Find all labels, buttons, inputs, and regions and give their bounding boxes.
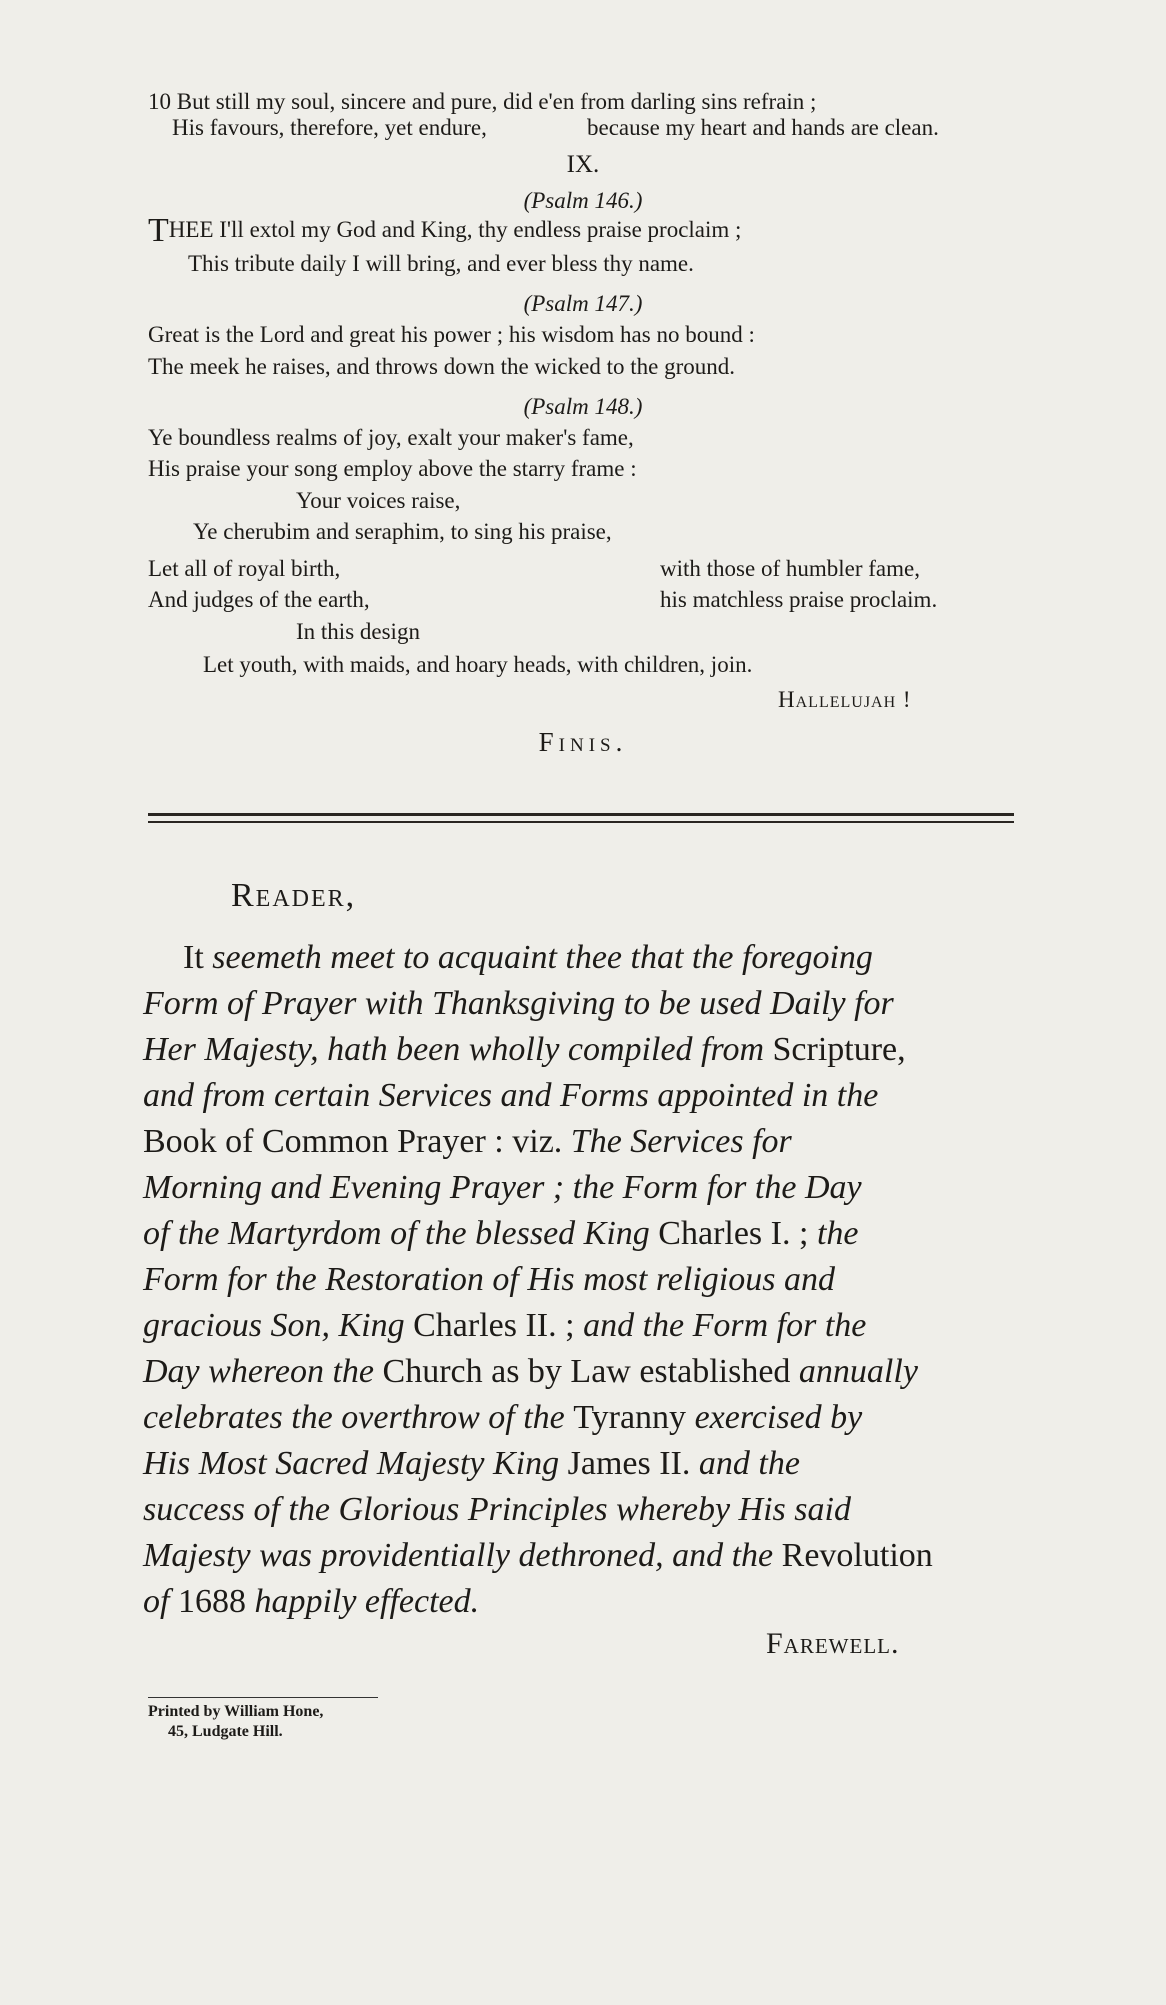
italic-run: of <box>143 1583 178 1620</box>
imprint-line-1: Printed by William Hone, <box>148 1703 324 1720</box>
reader-line <box>143 1257 1023 1303</box>
italic-run: and the Form for the <box>583 1307 867 1344</box>
psalm-148-line-1: Ye boundless realms of joy, exalt your maker's fame, <box>148 425 634 450</box>
reader-line <box>143 1533 1023 1579</box>
italic-run: exercised by <box>694 1399 863 1436</box>
psalm-148-line-5b: with those of humbler fame, <box>660 556 920 581</box>
verse-10-line-2a: His favours, therefore, yet endure, <box>172 115 487 140</box>
italic-run: of the Martyrdom of the blessed King <box>143 1215 659 1252</box>
reader-line <box>143 1441 1023 1487</box>
reader-line <box>143 981 1023 1027</box>
psalm-148-line-2: His praise your song employ above the starry frame : <box>148 456 637 481</box>
reader-line <box>143 1073 1023 1119</box>
italic-run: success of the Glorious Principles whereby His said <box>143 1491 851 1528</box>
psalm-147-heading: (Psalm 147.) <box>523 291 643 316</box>
roman-run: Charles II. ; <box>413 1307 584 1344</box>
psalm-146-line-1-text: HEE I'll extol my God and King, thy endless praise proclaim ; <box>168 217 742 242</box>
reader-salutation: Reader, <box>231 877 357 914</box>
italic-run: Majesty was providentially dethroned, and the <box>143 1537 782 1574</box>
psalm-148-line-3: Your voices raise, <box>296 488 461 513</box>
italic-run: gracious Son, King <box>143 1307 414 1344</box>
psalm-146-line-1 <box>148 212 742 249</box>
psalm-148-line-5a: Let all of royal birth, <box>148 556 341 581</box>
psalm-148-heading: (Psalm 148.) <box>523 394 643 419</box>
imprint-rule <box>148 1697 378 1698</box>
roman-run: Scripture, <box>772 1031 906 1068</box>
reader-line <box>143 1487 1023 1533</box>
imprint-line-2: 45, Ludgate Hill. <box>168 1723 283 1740</box>
divider-rule-bottom <box>148 821 1014 823</box>
italic-run: celebrates the overthrow of the <box>143 1399 574 1436</box>
psalm-147-line-2: The meek he raises, and throws down the wicked to the ground. <box>148 354 735 379</box>
italic-run: and the <box>698 1445 800 1482</box>
reader-line <box>143 1119 1023 1165</box>
reader-line <box>143 1165 1023 1211</box>
hallelujah: Hallelujah ! <box>778 687 912 712</box>
drop-cap: T <box>148 212 169 249</box>
psalm-148-line-6b: his matchless praise proclaim. <box>660 587 938 612</box>
italic-run: seemeth meet to acquaint thee that the foregoing <box>212 939 873 976</box>
finis: Finis. <box>538 727 628 757</box>
psalm-148-line-6a: And judges of the earth, <box>148 587 370 612</box>
roman-run: Revolution <box>781 1537 933 1574</box>
italic-run: happily effected. <box>254 1583 480 1620</box>
reader-line <box>143 1303 1023 1349</box>
reader-line <box>143 1579 1023 1625</box>
roman-run: James II. <box>567 1445 699 1482</box>
reader-line <box>143 1349 1023 1395</box>
psalm-146-line-2: This tribute daily I will bring, and ever bless thy name. <box>188 251 694 276</box>
psalm-148-line-8: Let youth, with maids, and hoary heads, with children, join. <box>203 652 753 677</box>
roman-run: It <box>183 939 213 976</box>
roman-run: Book of Common Prayer : viz. <box>143 1123 571 1160</box>
reader-line <box>183 935 1063 981</box>
reader-line <box>143 1395 1023 1441</box>
italic-run: Her Majesty, hath been wholly compiled from <box>143 1031 773 1068</box>
italic-run: the <box>816 1215 859 1252</box>
italic-run: Day whereon the <box>143 1353 383 1390</box>
italic-run: Form of Prayer with Thanksgiving to be used Daily for <box>143 985 894 1022</box>
roman-run: 1688 <box>177 1583 255 1620</box>
psalm-146-heading: (Psalm 146.) <box>523 188 643 213</box>
italic-run: Form for the Restoration of His most religious and <box>143 1261 835 1298</box>
roman-run: Charles I. ; <box>658 1215 817 1252</box>
italic-run: annually <box>798 1353 918 1390</box>
reader-line <box>143 1027 1023 1073</box>
psalm-147-line-1: Great is the Lord and great his power ; his wisdom has no bound : <box>148 322 755 347</box>
italic-run: Morning and Evening Prayer ; the Form for the Day <box>143 1169 862 1206</box>
psalm-148-line-7: In this design <box>296 619 420 644</box>
section-numeral: IX. <box>566 151 600 178</box>
divider-rule-top <box>148 813 1014 816</box>
verse-10-line-1: 10 But still my soul, sincere and pure, did e'en from darling sins refrain ; <box>148 89 817 114</box>
verse-10-line-2b: because my heart and hands are clean. <box>587 115 939 140</box>
roman-run: Church as by Law established <box>382 1353 799 1390</box>
roman-run: Tyranny <box>573 1399 695 1436</box>
farewell: Farewell. <box>766 1627 900 1660</box>
italic-run: The Services for <box>570 1123 792 1160</box>
psalm-148-line-4: Ye cherubim and seraphim, to sing his praise, <box>193 519 612 544</box>
italic-run: His Most Sacred Majesty King <box>143 1445 568 1482</box>
italic-run: and from certain Services and Forms appointed in the <box>143 1077 879 1114</box>
reader-line <box>143 1211 1023 1257</box>
